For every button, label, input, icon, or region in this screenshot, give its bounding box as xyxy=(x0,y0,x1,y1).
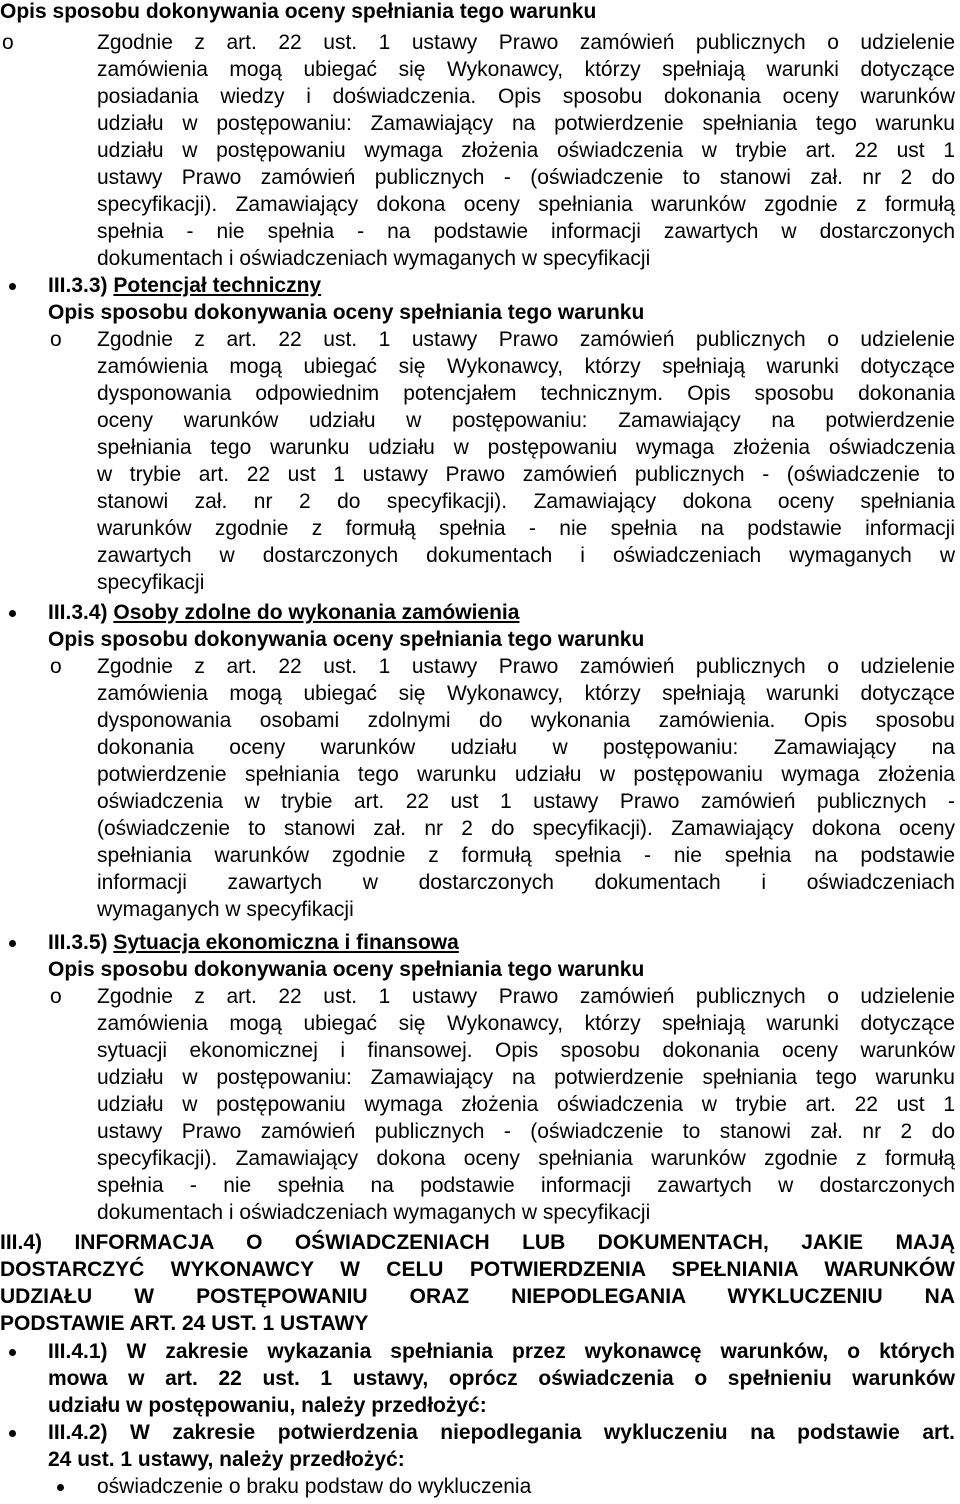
sub-item-text: oświadczenie o braku podstaw do wykluczenia xyxy=(97,1475,532,1498)
assessment-heading: Opis sposobu dokonywania oceny spełniania tego warunku xyxy=(48,628,645,651)
assessment-heading: Opis sposobu dokonywania oceny spełniania tego warunku xyxy=(0,0,597,23)
bullet-icon xyxy=(9,1349,16,1356)
bullet-icon xyxy=(9,610,16,617)
sub-bullet-marker: o xyxy=(2,31,14,54)
section-title-text: Osoby zdolne do wykonania zamówienia xyxy=(113,601,520,624)
paragraph-line: Zgodnie z art. 22 ust. 1 ustawy Prawo zamówień publicznych o udzielenie xyxy=(97,31,955,54)
bullet-icon xyxy=(57,1484,64,1491)
paragraph-line: oceny warunków udziału w postępowaniu: Zamawiający na potwierdzenie xyxy=(97,409,955,432)
paragraph-line: posiadania wiedzy i doświadczenia. Opis sposobu dokonania oceny warunków xyxy=(97,85,955,108)
heading-line: DOSTARCZYĆ WYKONAWCY W CELU POTWIERDZENIA SPEŁNIANIA WARUNKÓW xyxy=(0,1258,955,1281)
paragraph-line: Zgodnie z art. 22 ust. 1 ustawy Prawo zamówień publicznych o udzielenie xyxy=(97,985,955,1008)
heading-line: III.4) INFORMACJA O OŚWIADCZENIACH LUB DOKUMENTACH, JAKIE MAJĄ xyxy=(0,1231,955,1254)
paragraph-line: wymaganych w specyfikacji xyxy=(97,898,354,921)
paragraph-line: Zgodnie z art. 22 ust. 1 ustawy Prawo zamówień publicznych o udzielenie xyxy=(97,328,955,351)
paragraph-line: spełnia - nie spełnia - na podstawie informacji zawartych w dostarczonych xyxy=(97,220,955,243)
paragraph-line: zamówienia mogą ubiegać się Wykonawcy, którzy spełniają warunki dotyczące xyxy=(97,1012,955,1035)
paragraph-line: dokumentach i oświadczeniach wymaganych w specyfikacji xyxy=(97,1201,651,1224)
item-line: III.4.1) W zakresie wykazania spełniania przez wykonawcę warunków, o których xyxy=(48,1340,955,1363)
sub-bullet-marker: o xyxy=(50,985,62,1008)
section-number: III.3.4) xyxy=(48,601,108,624)
paragraph-line: specyfikacji xyxy=(97,571,205,594)
assessment-heading: Opis sposobu dokonywania oceny spełniania tego warunku xyxy=(48,958,645,981)
section-number: III.3.5) xyxy=(48,931,108,954)
paragraph-line: zamówienia mogą ubiegać się Wykonawcy, którzy spełniają warunki dotyczące xyxy=(97,58,955,81)
paragraph-line: zawartych w dostarczonych dokumentach i oświadczeniach wymaganych w xyxy=(97,544,955,567)
heading-line: PODSTAWIE ART. 24 UST. 1 USTAWY xyxy=(0,1312,369,1335)
paragraph-line: specyfikacji). Zamawiający dokona oceny spełniania warunków zgodnie z formułą xyxy=(97,1147,955,1170)
section-title xyxy=(48,931,459,955)
paragraph-line: dysponowania osobami zdolnymi do wykonania zamówienia. Opis sposobu xyxy=(97,709,955,732)
paragraph-line: udziału w postępowaniu: Zamawiający na potwierdzenie spełniania tego warunku xyxy=(97,1066,955,1089)
paragraph-line: udziału w postępowaniu wymaga złożenia oświadczenia w trybie art. 22 ust 1 xyxy=(97,139,955,162)
paragraph-line: zamówienia mogą ubiegać się Wykonawcy, którzy spełniają warunki dotyczące xyxy=(97,355,955,378)
bullet-icon xyxy=(9,1430,16,1437)
paragraph-line: specyfikacji). Zamawiający dokona oceny spełniania warunków zgodnie z formułą xyxy=(97,193,955,216)
item-line: udziału w postępowaniu, należy przedłożyć: xyxy=(48,1394,487,1417)
paragraph-line: ustawy Prawo zamówień publicznych - (oświadczenie to stanowi zał. nr 2 do xyxy=(97,166,955,189)
sub-bullet-marker: o xyxy=(50,655,62,678)
paragraph-line: dokonania oceny warunków udziału w postępowaniu: Zamawiający na xyxy=(97,736,955,759)
paragraph-line: udziału w postępowaniu: Zamawiający na potwierdzenie spełniania tego warunku xyxy=(97,112,955,135)
paragraph-line: sytuacji ekonomicznej i finansowej. Opis sposobu dokonania oceny warunków xyxy=(97,1039,955,1062)
paragraph-line: ustawy Prawo zamówień publicznych - (oświadczenie to stanowi zał. nr 2 do xyxy=(97,1120,955,1143)
paragraph-line: dokumentach i oświadczeniach wymaganych w specyfikacji xyxy=(97,247,651,270)
paragraph-line: stanowi zał. nr 2 do specyfikacji). Zamawiający dokona oceny spełniania xyxy=(97,490,955,513)
item-line: mowa w art. 22 ust. 1 ustawy, oprócz oświadczenia o spełnieniu warunków xyxy=(48,1367,955,1390)
section-title xyxy=(48,601,519,625)
paragraph-line: w trybie art. 22 ust 1 ustawy Prawo zamówień publicznych - (oświadczenie to xyxy=(97,463,955,486)
section-title-text: Potencjał techniczny xyxy=(113,274,322,297)
bullet-icon xyxy=(9,940,16,947)
section-number: III.3.3) xyxy=(48,274,108,297)
paragraph-line: spełnia - nie spełnia na podstawie informacji zawartych w dostarczonych xyxy=(97,1174,955,1197)
heading-line: UDZIAŁU W POSTĘPOWANIU ORAZ NIEPODLEGANIA WYKLUCZENIU NA xyxy=(0,1285,955,1308)
assessment-heading: Opis sposobu dokonywania oceny spełniania tego warunku xyxy=(48,301,645,324)
paragraph-line: informacji zawartych w dostarczonych dokumentach i oświadczeniach xyxy=(97,871,955,894)
bullet-icon xyxy=(9,283,16,290)
paragraph-line: spełniania tego warunku udziału w postępowaniu wymaga złożenia oświadczenia xyxy=(97,436,955,459)
section-title xyxy=(48,274,321,298)
item-line: 24 ust. 1 ustawy, należy przedłożyć: xyxy=(48,1448,405,1471)
section-title-text: Sytuacja ekonomiczna i finansowa xyxy=(113,931,459,954)
paragraph-line: oświadczenia w trybie art. 22 ust 1 ustawy Prawo zamówień publicznych - xyxy=(97,790,955,813)
paragraph-line: spełniania warunków zgodnie z formułą spełnia - nie spełnia na podstawie xyxy=(97,844,955,867)
sub-bullet-marker: o xyxy=(50,328,62,351)
paragraph-line: warunków zgodnie z formułą spełnia - nie spełnia na podstawie informacji xyxy=(97,517,955,540)
paragraph-line: udziału w postępowaniu wymaga złożenia oświadczenia w trybie art. 22 ust 1 xyxy=(97,1093,955,1116)
paragraph-line: zamówienia mogą ubiegać się Wykonawcy, którzy spełniają warunki dotyczące xyxy=(97,682,955,705)
item-line: III.4.2) W zakresie potwierdzenia niepodlegania wykluczeniu na podstawie art. xyxy=(48,1421,955,1444)
paragraph-line: potwierdzenie spełniania tego warunku udziału w postępowaniu wymaga złożenia xyxy=(97,763,955,786)
paragraph-line: (oświadczenie to stanowi zał. nr 2 do specyfikacji). Zamawiający dokona oceny xyxy=(97,817,955,840)
paragraph-line: Zgodnie z art. 22 ust. 1 ustawy Prawo zamówień publicznych o udzielenie xyxy=(97,655,955,678)
paragraph-line: dysponowania odpowiednim potencjałem technicznym. Opis sposobu dokonania xyxy=(97,382,955,405)
